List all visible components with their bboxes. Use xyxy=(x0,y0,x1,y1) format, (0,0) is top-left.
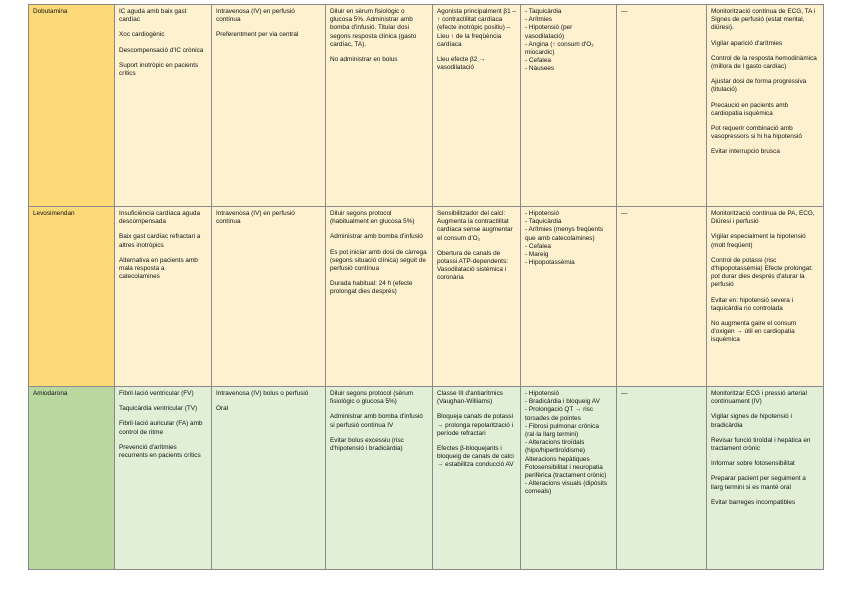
cell-text: - Alteracions tiroïdals (hipo/hipertiroïdisme) xyxy=(525,439,586,455)
route-cell xyxy=(212,387,326,570)
nursing-care-cell xyxy=(707,387,824,570)
cell-text: Fotosensibilitat i neuropatia perifèrica (tractament crònic) xyxy=(525,463,607,479)
cell-text: Vigilar especialment la hipotensió (molt freqüent) xyxy=(711,233,806,249)
cell-text: Bloqueja canals de potassi → prolonga repolarització i període refractari xyxy=(437,413,514,437)
table-row-levosimendan xyxy=(29,207,824,387)
cell-text: - Arítmies (menys freqüents que amb catecolamines) xyxy=(525,226,604,242)
cell-text: IC aguda amb baix gast cardíac xyxy=(119,8,187,24)
cell-text: Control de la resposta hemodinàmica (millora de l gasto cardíac) xyxy=(711,54,817,70)
cell-text: Monitoritzar ECG i pressió arterial contínuament (IV) xyxy=(711,390,807,406)
cell-text: Diluir segons protocol (habitualment en glucosa 5%) xyxy=(330,210,415,226)
cell-text: - Bradicàrdia i bloqueig AV xyxy=(525,398,600,406)
cell-text: - Fibrosi pulmonar crònica (ral·la llarg termini) xyxy=(525,422,599,438)
cell-text: Oral xyxy=(216,405,229,413)
cell-text: - Hipotensió xyxy=(525,210,560,217)
drug-name: Dobutamina xyxy=(29,5,115,207)
table-row-dobutamina xyxy=(29,5,824,207)
cell-text: Fibril·lació auricular (FA) amb control de ritme xyxy=(119,420,203,436)
cell-text: - Cefalea xyxy=(525,57,551,65)
adverse-effects-cell xyxy=(521,207,617,387)
cell-text: No augmenta gaire el consum d'oxigen → útil en cardiopatia isquèmica xyxy=(711,319,797,344)
cell-text: Pot requerir combinació amb vasopressors si hi ha hipotensió xyxy=(711,124,802,141)
cell-text: Evitar interrupció brusca xyxy=(711,148,780,156)
cell-text: Revisar funció tiroïdal i hepàtica en tractament crònic xyxy=(711,436,811,452)
adverse-effects-cell xyxy=(521,387,617,570)
cell-text: Precaució en pacients amb cardiopatia isquèmica xyxy=(711,101,789,117)
cell-text: Baix gast cardíac refractari a altres inotròpics xyxy=(119,233,201,249)
cell-text: - Taquicàrdia xyxy=(525,218,562,226)
table-row-amiodarona xyxy=(29,387,824,570)
cell-text: Ajustar dosi de forma progressiva (titulació) xyxy=(711,78,807,94)
cell-text: - Arítmies xyxy=(525,16,552,24)
drug-name: Levosimendan xyxy=(29,207,115,387)
nursing-care-cell xyxy=(707,207,824,387)
cell-text: Vigilar aparició d'arítmies xyxy=(711,39,783,47)
drug-table xyxy=(28,4,824,570)
cell-text: - Taquicàrdia xyxy=(525,8,562,15)
nursing-care-cell xyxy=(707,5,824,207)
cell-text: Descompensació d'IC crònica xyxy=(119,46,204,54)
cell-text: Diluir en sèrum fisiològic o glucosa 5%. Administrar amb bomba d'infusió. Titular dosi segons resposta clínica (gasto cardíac, TA). xyxy=(330,8,417,48)
cell-text: Administrar amb bomba d'infusió xyxy=(330,233,423,241)
mechanism-cell xyxy=(433,207,521,387)
cell-text: Monitorització contínua de ECG, TA i Signes de perfusió (estat mental, diüresi). xyxy=(711,8,816,32)
cell-text: Alternativa en pacients amb mala resposta a catecolamines xyxy=(119,256,198,281)
indications-cell xyxy=(115,207,212,387)
adverse-effects-cell xyxy=(521,5,617,207)
cell-text: - Hipopotassèmia xyxy=(525,259,575,267)
cell-text: Evitar barreges incompatibles xyxy=(711,498,796,506)
cell-text: Diluir segons protocol (sèrum fisiològic o glucosa 5%) xyxy=(330,390,414,406)
cell-text: Taquicàrdia ventricular (TV) xyxy=(119,405,198,413)
cell-text: Intravenosa (IV) bolus o perfusió xyxy=(216,390,309,397)
cell-text: Sensibilitzador del calci: Augmenta la contractilitat cardíaca sense augmentar el consum d'O₂ xyxy=(437,210,513,242)
cell-text: Xoc cardiogènic xyxy=(119,31,165,39)
cell-text: Evitar bolus excessiu (risc d'hipotensió i bradicàrdia) xyxy=(330,436,404,452)
cell-text: Informar sobre fotosensibilitat xyxy=(711,460,795,468)
cell-text: Durada habitual: 24 h (efecte prolongat dies després) xyxy=(330,280,413,296)
cell-text: Preparar pacient per seguiment a llarg termini si es manté oral xyxy=(711,475,806,491)
cell-text: Administrar amb bomba d'infusió si perfusió contínua IV xyxy=(330,413,423,429)
cell-text: Evitar en: hipotensió severa i taquicàrdia no controlada xyxy=(711,296,794,312)
cell-text: Vigilar signes de hipotensió i bradicàrdia xyxy=(711,413,792,429)
route-cell xyxy=(212,5,326,207)
cell-text: Monitorització contínua de PA, ECG, Diüresi i perfusió xyxy=(711,210,815,226)
cell-text: - Hipotensió (per vasodilatació) xyxy=(525,24,573,40)
dilution-cell xyxy=(326,207,433,387)
cell-text: - Angina (↑ consum d'O₂ miocardic) xyxy=(525,40,594,56)
indications-cell xyxy=(115,387,212,570)
route-cell xyxy=(212,207,326,387)
cell-text: Efectes β-bloquejants i bloqueig de canals de calci → estabilitza conducció AV xyxy=(437,444,514,469)
cell-text: No administrar en bolus xyxy=(330,55,398,63)
cell-text: Fibril·lació ventricular (FV) xyxy=(119,390,194,397)
cell-text: Alteracions hepàtiques xyxy=(525,455,590,463)
dilution-cell xyxy=(326,5,433,207)
cell-text: - Prolongació QT → risc torsades de pointes xyxy=(525,406,594,422)
interactions-cell: — xyxy=(617,5,707,207)
cell-text: - Nàusees xyxy=(525,65,555,73)
cell-text: Suport inotròpic en pacients crítics xyxy=(119,61,199,77)
cell-text: Es pot iniciar amb dosi de càrrega (segons situació clínica) seguit de perfusió contínua xyxy=(330,248,427,272)
cell-text: Insuficiència cardíaca aguda descompensada xyxy=(119,210,201,226)
cell-text: Intravenosa (IV) en perfusió contínua xyxy=(216,210,295,226)
indications-cell xyxy=(115,5,212,207)
mechanism-cell xyxy=(433,387,521,570)
mechanism-cell xyxy=(433,5,521,207)
cell-text: - Mareig xyxy=(525,250,549,258)
cell-text: Lleu efecte β2 → vasodilatació xyxy=(437,55,486,72)
drug-name: Amiodarona xyxy=(29,387,115,570)
cell-text: - Cefalea xyxy=(525,242,551,250)
cell-text: Intravenosa (IV) en perfusió contínua xyxy=(216,8,295,24)
cell-text: Preferentment per via central xyxy=(216,31,299,39)
cell-text: Classe III d'antiarítmics (Vaughan-Williams) xyxy=(437,390,503,406)
cell-text: Obertura de canals de potassi ATP-dependents: Vasodilatació sistèmica i coronària xyxy=(437,249,508,282)
cell-text: Agonista principalment β1 – ↑ contractilitat cardíaca (efecte inotròpic positiu) – Lleu ↑ de la freqüència cardíaca xyxy=(437,8,516,48)
cell-text: Control de potassi (risc d'hipopotassèmia) Efecte prolongat: pot durar dies després d'aturar la perfusió xyxy=(711,256,813,289)
interactions-cell: — xyxy=(617,387,707,570)
cell-text: - Hipotensió xyxy=(525,390,560,397)
interactions-cell: — xyxy=(617,207,707,387)
cell-text: Prevenció d'arítmies recurrents en pacients crítics xyxy=(119,443,201,459)
cell-text: - Alteracions visuals (dipòsits corneals) xyxy=(525,480,608,496)
dilution-cell xyxy=(326,387,433,570)
